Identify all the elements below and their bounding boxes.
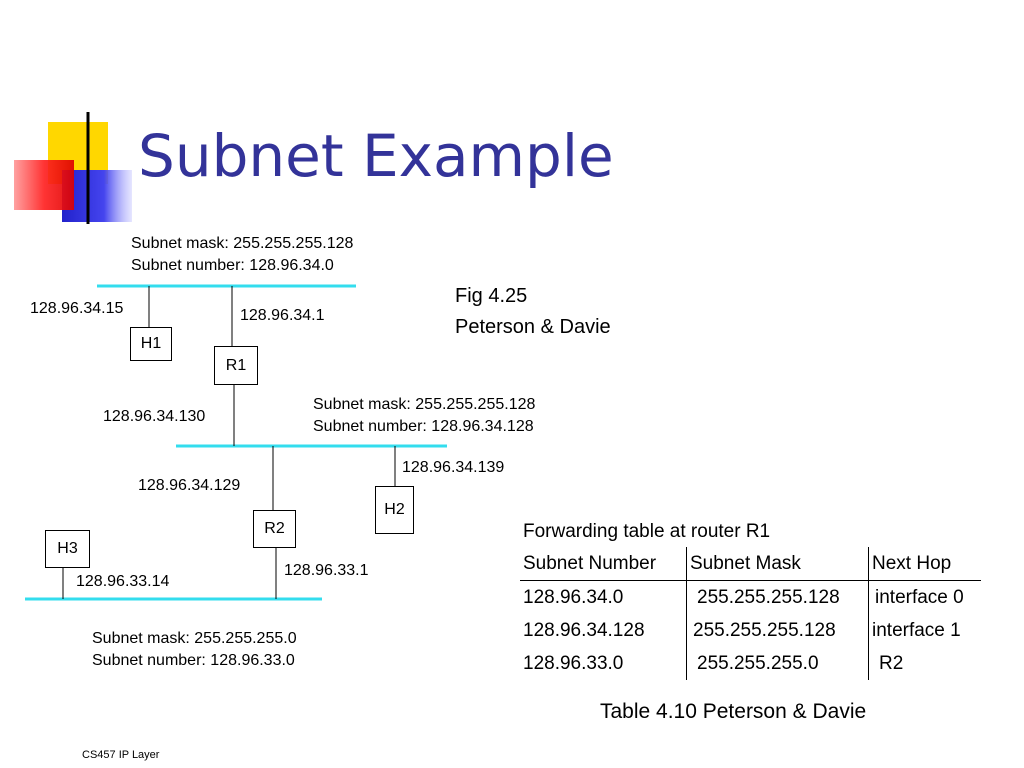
h3-address: 128.96.33.14 bbox=[76, 573, 170, 590]
table-cell: 128.96.33.0 bbox=[523, 652, 624, 674]
subnet-2-mask: Subnet mask: 255.255.255.128 bbox=[313, 396, 536, 413]
table-cell: 255.255.255.128 bbox=[687, 581, 869, 615]
h2-address: 128.96.34.139 bbox=[402, 459, 505, 476]
subnet-1-number: Subnet number: 128.96.34.0 bbox=[131, 257, 334, 274]
table-row bbox=[520, 614, 981, 647]
table-cell: interface 1 bbox=[869, 614, 982, 647]
table-cell: 255.255.255.128 bbox=[687, 614, 869, 647]
router-r1: R1 bbox=[214, 346, 258, 385]
table-header-cell: Subnet Number bbox=[520, 547, 687, 581]
forwarding-table bbox=[520, 517, 981, 680]
table-cell: R2 bbox=[869, 647, 982, 680]
table-row bbox=[520, 647, 981, 680]
table-cell: 128.96.34.128 bbox=[523, 619, 645, 641]
h1-address: 128.96.34.15 bbox=[30, 300, 124, 317]
figure-ref-line-1: Fig 4.25 bbox=[455, 285, 528, 307]
router-r2: R2 bbox=[253, 510, 296, 548]
table-header-cell: Next Hop bbox=[869, 547, 982, 581]
figure-ref-line-2: Peterson & Davie bbox=[455, 316, 611, 338]
host-h1: H1 bbox=[130, 327, 172, 361]
page-title: Subnet Example bbox=[138, 122, 614, 190]
table-cell: 128.96.34.0 bbox=[523, 586, 624, 608]
r1-top-address: 128.96.34.1 bbox=[240, 307, 325, 324]
table-row bbox=[520, 581, 981, 615]
subnet-2-number: Subnet number: 128.96.34.128 bbox=[313, 418, 534, 435]
host-h2: H2 bbox=[375, 486, 414, 534]
table-cell: 255.255.255.0 bbox=[687, 647, 869, 680]
r1-bottom-address: 128.96.34.130 bbox=[103, 408, 206, 425]
table-header-cell: Subnet Mask bbox=[687, 547, 869, 581]
slide-footer: CS457 IP Layer bbox=[82, 749, 160, 761]
r2-bottom-address: 128.96.33.1 bbox=[284, 562, 369, 579]
table-header-row bbox=[520, 547, 981, 581]
forwarding-table-title: Forwarding table at router R1 bbox=[523, 521, 771, 542]
table-caption: Table 4.10 Peterson & Davie bbox=[600, 700, 867, 723]
r2-top-address: 128.96.34.129 bbox=[138, 477, 241, 494]
subnet-3-mask: Subnet mask: 255.255.255.0 bbox=[92, 630, 297, 647]
subnet-1-mask: Subnet mask: 255.255.255.128 bbox=[131, 235, 354, 252]
host-h3: H3 bbox=[45, 530, 90, 568]
subnet-3-number: Subnet number: 128.96.33.0 bbox=[92, 652, 295, 669]
table-cell: interface 0 bbox=[869, 581, 982, 615]
